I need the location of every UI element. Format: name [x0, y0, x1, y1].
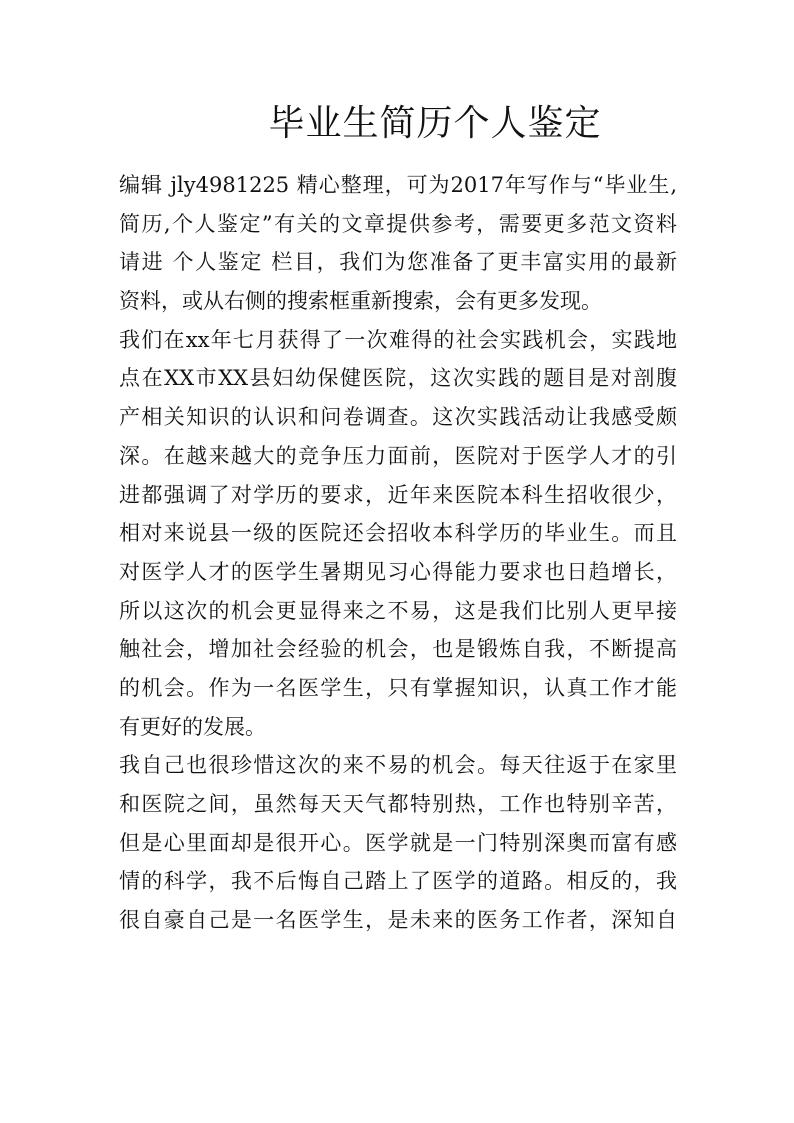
body-line: 情的科学，我不后悔自己踏上了医学的道路。相反的，我 — [119, 869, 677, 894]
body-line: 对医学人才的医学生暑期见习心得能力要求也日趋增长， — [119, 559, 677, 584]
body-line: 资料，或从右侧的搜索框重新搜索，会有更多发现。 — [119, 289, 602, 314]
body-line: 点在XX市XX县妇幼保健医院，这次实践的题目是对剖腹 — [119, 366, 677, 391]
body-line: 有更好的发展。 — [119, 714, 266, 739]
body-line: 深。在越来越大的竞争压力面前，医院对于医学人才的引 — [119, 443, 677, 468]
body-line: 产相关知识的认识和问卷调查。这次实践活动让我感受颇 — [119, 405, 677, 430]
body-line: 但是心里面却是很开心。医学就是一门特别深奥而富有感 — [119, 830, 677, 855]
body-line: 触社会，增加社会经验的机会，也是锻炼自我，不断提高 — [119, 637, 677, 662]
body-line: 所以这次的机会更显得来之不易，这是我们比别人更早接 — [119, 598, 677, 623]
body-line: 和医院之间，虽然每天天气都特别热，工作也特别辛苦， — [119, 792, 677, 816]
document-title: 毕业生简历个人鉴定 — [268, 103, 602, 144]
body-line: 简历,个人鉴定”有关的文章提供参考，需要更多范文资料 — [119, 211, 677, 236]
body-line: 我自己也很珍惜这次的来不易的机会。每天往返于在家里 — [119, 753, 677, 778]
body-line: 我们在xx年七月获得了一次难得的社会实践机会，实践地 — [119, 327, 677, 352]
document-body — [119, 166, 677, 940]
body-line: 的机会。作为一名医学生，只有掌握知识，认真工作才能 — [119, 675, 677, 700]
body-line: 请进 个人鉴定 栏目，我们为您准备了更丰富实用的最新 — [119, 250, 677, 275]
body-line: 进都强调了对学历的要求，近年来医院本科生招收很少， — [119, 482, 677, 507]
body-line: 编辑 jly4981225 精心整理，可为2017年写作与“毕业生, — [119, 173, 677, 197]
body-line: 很自豪自己是一名医学生，是未来的医务工作者，深知自 — [119, 908, 677, 933]
body-line: 相对来说县一级的医院还会招收本科学历的毕业生。而且 — [119, 521, 677, 546]
